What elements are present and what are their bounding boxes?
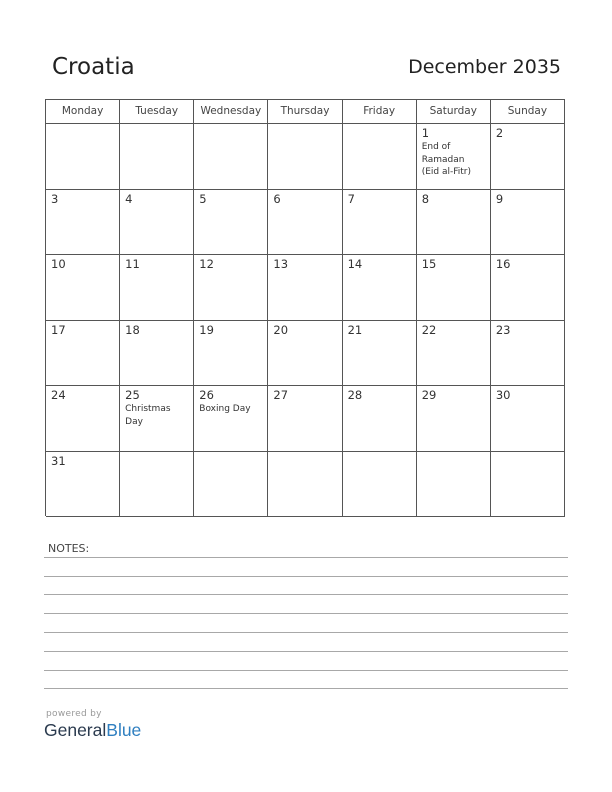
weekday-tuesday: Tuesday: [120, 100, 194, 124]
generalblue-brand: [44, 709, 141, 741]
logo-text-blue: Blue: [106, 720, 142, 740]
day-number: 7: [347, 191, 355, 206]
day-cell: [120, 321, 194, 387]
empty-day-cell: [343, 452, 417, 518]
day-number: 19: [199, 322, 214, 337]
day-cell: [343, 321, 417, 387]
empty-day-cell: [120, 452, 194, 518]
day-number: 25: [125, 388, 140, 402]
day-number: 23: [495, 322, 511, 337]
day-number: 21: [347, 322, 363, 337]
day-cell: [46, 190, 120, 256]
weekday-header-row: [46, 100, 565, 124]
week-row: [46, 255, 565, 321]
day-number: 8: [421, 191, 430, 206]
day-number: 18: [125, 322, 140, 337]
holiday-label: Christmas Day: [125, 404, 171, 427]
notes-label: NOTES:: [48, 542, 90, 555]
logo-text-general: General: [44, 720, 107, 740]
notes-line: [44, 613, 568, 614]
day-number: 15: [421, 257, 437, 271]
empty-day-cell: [268, 124, 342, 190]
empty-day-cell: [194, 452, 268, 518]
day-cell: [417, 321, 491, 387]
day-cell: [417, 255, 491, 321]
empty-day-cell: [46, 124, 120, 190]
day-cell: [46, 255, 120, 321]
notes-line: [44, 576, 568, 577]
day-number: 13: [273, 257, 289, 271]
day-cell: [194, 255, 268, 321]
holiday-label: Boxing Day: [199, 404, 251, 414]
day-number: 1: [421, 126, 430, 140]
day-cell: [120, 255, 194, 321]
day-cell: [194, 386, 268, 452]
week-row: [46, 452, 565, 518]
day-cell: [491, 321, 565, 387]
country-title: Croatia: [52, 54, 135, 80]
calendar-grid: [45, 99, 565, 516]
day-number: 24: [51, 388, 66, 402]
day-cell: [268, 386, 342, 452]
notes-line: [44, 594, 568, 595]
empty-day-cell: [417, 452, 491, 518]
empty-day-cell: [268, 452, 342, 518]
day-number: 9: [495, 191, 504, 206]
day-cell: [46, 452, 120, 518]
week-row: [46, 386, 565, 452]
week-row: [46, 190, 565, 256]
weekday-monday: Monday: [46, 100, 120, 124]
day-number: 16: [495, 257, 511, 271]
weekday-sunday: Sunday: [491, 100, 565, 124]
day-number: 4: [125, 191, 133, 206]
notes-line: [44, 632, 568, 633]
notes-line: [44, 688, 568, 689]
day-number: 14: [347, 257, 363, 271]
day-cell: [343, 190, 417, 256]
empty-day-cell: [194, 124, 268, 190]
day-number: 2: [495, 126, 504, 140]
day-number: 31: [51, 453, 66, 468]
day-cell: [491, 124, 565, 190]
day-number: 3: [51, 191, 59, 206]
weekday-saturday: Saturday: [417, 100, 491, 124]
day-cell: [120, 190, 194, 256]
notes-line: [44, 651, 568, 652]
week-row: [46, 124, 565, 190]
day-number: 20: [273, 322, 289, 337]
day-number: 22: [421, 322, 437, 337]
month-title: December 2035: [408, 56, 561, 78]
holiday-label: End of Ramadan (Eid al-Fitr): [421, 142, 472, 177]
day-cell: [194, 321, 268, 387]
day-cell: [46, 386, 120, 452]
day-number: 29: [421, 388, 437, 402]
day-number: 30: [495, 388, 511, 402]
day-cell: [194, 190, 268, 256]
powered-by-text: powered by: [46, 709, 102, 719]
notes-line: [44, 557, 568, 558]
empty-day-cell: [491, 452, 565, 518]
weeks-container: [46, 124, 565, 517]
empty-day-cell: [343, 124, 417, 190]
day-number: 27: [273, 388, 289, 402]
day-cell: [343, 255, 417, 321]
notes-line: [44, 670, 568, 671]
generalblue-logo: [44, 719, 141, 741]
day-cell: [120, 386, 194, 452]
day-cell: [46, 321, 120, 387]
day-cell: [268, 190, 342, 256]
day-number: 26: [199, 388, 214, 402]
day-number: 17: [51, 322, 66, 337]
day-cell: [417, 386, 491, 452]
day-number: 10: [51, 257, 66, 271]
weekday-thursday: Thursday: [268, 100, 342, 124]
day-cell: [491, 386, 565, 452]
day-cell: [491, 190, 565, 256]
day-number: 12: [199, 257, 214, 271]
day-number: 5: [199, 191, 207, 206]
weekday-friday: Friday: [343, 100, 417, 124]
day-number: 11: [125, 257, 140, 271]
weekday-wednesday: Wednesday: [194, 100, 268, 124]
day-cell: [491, 255, 565, 321]
week-row: [46, 321, 565, 387]
day-cell: [343, 386, 417, 452]
day-number: 6: [273, 191, 281, 206]
day-cell: [417, 124, 491, 190]
day-cell: [268, 255, 342, 321]
empty-day-cell: [120, 124, 194, 190]
day-number: 28: [347, 388, 363, 402]
day-cell: [417, 190, 491, 256]
day-cell: [268, 321, 342, 387]
